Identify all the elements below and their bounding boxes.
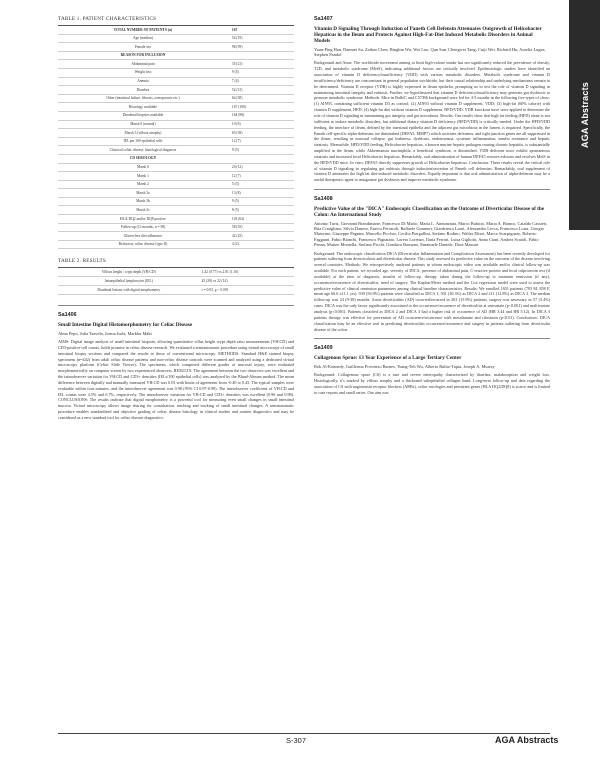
- row-label: Abdominal pain: [58, 60, 228, 69]
- row-label: Marsh 3c: [58, 206, 228, 215]
- row-label: REASON FOR INCLUSION: [58, 51, 228, 60]
- row-value: 9 (5): [228, 146, 294, 155]
- row-value: 7 (4): [228, 77, 294, 86]
- separator: [314, 189, 550, 190]
- table-row: [58, 60, 294, 69]
- patient-characteristics-table: [58, 25, 294, 249]
- table-row: [58, 111, 294, 120]
- sidebar-label: AGA Abstracts: [579, 82, 590, 148]
- table-row: [58, 286, 294, 295]
- section-sidebar-tab: [569, 0, 600, 230]
- row-label: Duodenal biopsies available: [58, 111, 228, 120]
- row-value: r = 0.93, p < 0.001: [200, 286, 294, 295]
- abstract-authors: Rok Al-Kennedy, Guillermo Provenzo Barnes, Tsung-Teh Wu, Alberto Rubio-Tapia, Joseph A. Murray: [314, 363, 495, 369]
- row-value: 52 (31): [228, 86, 294, 95]
- table-row: [58, 68, 294, 77]
- row-value: 12 (7): [228, 137, 294, 146]
- row-label: HLA-DQ2 and/or DQ8 positive: [58, 215, 228, 224]
- row-value: 103 (62): [228, 215, 294, 224]
- row-label: Gluten-free diet adherence: [58, 232, 228, 241]
- row-label: TOTAL NUMBER OF PATIENTS (n): [58, 26, 228, 35]
- row-value: 9 (5): [228, 197, 294, 206]
- abstract-title: Small Intestine Digital Histomorphometry for Celiac Disease: [58, 322, 193, 329]
- results-table: [58, 267, 294, 295]
- row-value: 1.42 (0.77) vs 2.81 (1.16): [200, 268, 294, 277]
- table-row: [58, 129, 294, 138]
- table-row: [58, 240, 294, 249]
- abstract-id: Sa1407: [314, 16, 333, 22]
- row-label: Marsh 3b: [58, 197, 228, 206]
- abstract-id: Sa1408: [314, 196, 333, 203]
- row-label: IEL per 100 epithelial cells: [58, 137, 228, 146]
- row-value: 9 (5): [228, 68, 294, 77]
- row-label: Intraepithelial lymphocytes (IEL): [58, 277, 200, 286]
- abstract-authors: Alma Pepo, Julia Taavela, Jorma Isola, Markku Mäki: [58, 330, 152, 336]
- table-row: [58, 137, 294, 146]
- table-row: [58, 232, 294, 241]
- row-value: 20 (12): [228, 163, 294, 172]
- row-label: Marsh 1: [58, 172, 228, 181]
- row-value: 4 (2): [228, 240, 294, 249]
- row-value: 98 (59): [228, 43, 294, 52]
- row-label: Marsh 2: [58, 180, 228, 189]
- table-row: [58, 277, 294, 286]
- footer-rule: [58, 733, 550, 734]
- table-row: [58, 43, 294, 52]
- table-row: [58, 103, 294, 112]
- table-row: [58, 163, 294, 172]
- table-row: [58, 215, 294, 224]
- table-row: [58, 94, 294, 103]
- table-row: [58, 26, 294, 35]
- row-label: Villous height / crypt depth (VH:CD): [58, 268, 200, 277]
- row-value: 8 (5): [228, 206, 294, 215]
- separator: [58, 305, 294, 306]
- table-row: [58, 223, 294, 232]
- row-value: 42 (25): [228, 232, 294, 241]
- separator: [314, 338, 550, 339]
- row-label: Female sex: [58, 43, 228, 52]
- table-row: [58, 180, 294, 189]
- row-label: Classical celiac disease, histological diagnosis: [58, 146, 228, 155]
- abstract-body: Background and Aims: The worldwide movement aiming to limit high-calorie intake has not significantly reduced the prevalence of obesity, T2D, and metabolic syndrome (MetS), indicating additional factors are critically involved. Epidemiologic studies have identified an association of vitamin D deficiency/insufficiency (VDD) with various metabolic disorders. Metabolic syndrome and vitamin D insufficiency/deficiency are concomitant in general population worldwide, but their causal relationship and underlying mechanisms remain to be determined. Vitamin D receptor (VDR) is highly expressed in ileum epithelia, prompting us to test the role of vitamin D signaling in maintaining intestinal integrity and eubiosis. Further, we hypothesized that vitamin D deficiency/insufficiency may generate gut dysbiosis to promote metabolic syndrome. Methods: Mice in Balb/C and C57/B6 background were fed for 4-5 months in the following five types of chow: (1) AIN93, containing sufficient vitamin D3 as control; (2) AIN93 without vitamin D supplement, VDD; (3) high-fat (60% calorie) with vitamin D supplement, HFD; (4) high-fat diet without vitamin D supplement, HFD/VDD. VDR knockout mice were applied to determine the role of vitamin D signaling in maintaining gut integrity and gut microbiota. Results: Our results show that high fat feeding (HFD) alone is not sufficient to induce metabolic disorders, but additional dietary vitamin D deficiency (HFD/VDD) is critically needed. Under the HFD/VDD feeding, the interface of ileum, defined by the intestinal epithelia and the adjacent gut microbiota in the lumen, is impaired. Specifically, the Paneth cell-specific alpha-defensins are diminished (DEFA5, MMP7) which activates defensins, and tight junction genes are all suppressed in the ileum, resulting in mucosal collapse, gut leakiness, dysbiosis, endotoxemia, systemic inflammation, insulin resistance and hepatic steatosis. Meanwhile, HFD/VDD feeding, Helicobacter hepaticus, a known murine hepatic pathogen causing chronic hepatitis, is substantially amplified in the ileum, while Akkermansia muciniphila, a beneficial symbiont, is diminished. VDR deficient mice exhibit spontaneous steatosis and increased fecal Helicobacter hepaticus. Remarkably, oral administration of human DEFA5 restores eubiosis and resolves MetS in the HFD/VDD mice. In vitro, DEFA5 directly suppresses growth of Helicobacter hepaticus. Conclusion: These results reveal the critical role of vitamin D signaling in regulating gut eubiosis through induction/secretion of Paneth cell defensins. Remarkably, oral supplement of vitamin D attenuates the high fat diet-induced metabolic disorders. Equally important is that oral administration of alpha-defensin may be a useful therapeutic agent to antagonize gut dysbiosis and improve metabolic syndrome.: [314, 60, 550, 183]
- row-value: 164 (98): [228, 111, 294, 120]
- row-label: Weight loss: [58, 68, 228, 77]
- row-value: 45 (29) vs 22 (14): [200, 277, 294, 286]
- row-value: 58 (35): [228, 223, 294, 232]
- table-row: [58, 206, 294, 215]
- row-label: Marsh 0: [58, 163, 228, 172]
- row-value: 10 (6): [228, 120, 294, 129]
- journal-name: AGA Abstracts: [495, 735, 559, 745]
- abstract-id: Sa1409: [314, 345, 333, 352]
- row-value: 54 (19): [228, 34, 294, 43]
- table-row: [58, 189, 294, 198]
- row-value: 64 (38): [228, 94, 294, 103]
- row-label: Duodenal lesions with digital morphometry: [58, 286, 200, 295]
- row-value: 65 (39): [228, 129, 294, 138]
- row-value: [228, 51, 294, 60]
- row-label: Marsh 3a: [58, 189, 228, 198]
- row-label: Follow-up (12 months, n = 58): [58, 223, 228, 232]
- row-value: 5 (3): [228, 180, 294, 189]
- row-value: 35 (21): [228, 60, 294, 69]
- row-label: Marsh 0 (normal): [58, 120, 228, 129]
- abstract-body: Background: Collagenous sprue (CS) is a rare and severe enteropathy characterized by diarrhea, malabsorption and weight loss. Histologically, it's marked by villous atrophy and a thickened subepithelial collagen band. Long-term follow-up and data regarding the association of CS with angiotensin receptor blockers (ARBs), celiac serologies and persistent genes (HLA DQ2/DQ8) is scarce and is limited to case reports and small series. Our aim was: [314, 372, 550, 395]
- table-row: [58, 268, 294, 277]
- table-row: [58, 197, 294, 206]
- table2-caption: TABLE 2. RESULTS: [58, 258, 106, 265]
- table-row: [58, 86, 294, 95]
- row-value: 12 (7): [228, 172, 294, 181]
- row-label: Marsh 3 (villous atrophy): [58, 129, 228, 138]
- page-number: S-307: [286, 736, 307, 745]
- table1-caption: TABLE 1. PATIENT CHARACTERISTICS: [58, 16, 157, 22]
- row-value: 167 (100): [228, 103, 294, 112]
- abstract-title: Vitamin D Signaling Through Induction of Paneth Cell Defensin Attenuates Outgrowth of Helicobacter Hepaticus in the Ileum and Protects Against High-Fat-Diet Induced Metabolic Disorders in Animal Models: [314, 26, 542, 45]
- row-value: 13 (8): [228, 189, 294, 198]
- row-label: Histology available: [58, 103, 228, 112]
- row-label: Diarrhea: [58, 86, 228, 95]
- row-label: Anemia: [58, 77, 228, 86]
- abstract-body: Background: The endoscopic classification DICA (Diverticular Inflammation and Complication Assessment) has been recently developed for patients suffering from diverticulosis and diverticular disease. This study assessed its predictive value on the outcome of the disease involving several countries. Methods: We retrospectively analysed patients in whom endoscopic video was available and/or clinical follow-up was available. For each patient, we recorded age, severity of DICA, presence of abdominal pain, C-reactive protein and fecal calprotectin test (if available) at the time of diagnosis, months of follow-up, therapy taken during the follow-up to maintain remission (if any), occurrence/recurrence of diverticulitis, need of surgery. The Kaplan-Meier method and the Cox regression model were used to assess the predictive value of clinical remission parameters among clinical baseline characteristics. Results: We enrolled 1651 patients (793 M, 858 F, mean age 66.6 ±11.1 yrs): 939 (56.9%) patients were classified as DICA 1, 501 (30.3%) as DICA 2 and 211 (12.8%) as DICA 3. The median follow-up was 24 (9-38) months. Acute diverticulitis (AD) occurred/recurred in 263 (15.9%) patients, surgery was necessary in 57 (3.4%) cases. DICA was the only factor significantly associated to the occurrence/recurrence of diverticulitis at univariate (p<0.001) and multivariate analysis (p<0.001). Patients classified as DICA 2 and DICA 3 had a higher risk of occurrence of AD (HR 3.44 and HR 5.12). In DICA 3 patients therapy was effective for prevention of AD occurrence/recurrence with mesalamine and rifaximin (p<0.01). Conclusions: DICA classification may be an effective tool in predicting diverticulitis occurrence/recurrence and surgery in patients suffering from diverticular disease of the colon.: [314, 250, 550, 332]
- row-label: Age (median): [58, 34, 228, 43]
- table-row: [58, 120, 294, 129]
- table-row: [58, 77, 294, 86]
- table-row: [58, 51, 294, 60]
- abstract-body: AIMS: Digital image analysis of small intestinal biopsies, allowing quantitative villus height crypt depth ratio measurements (VH:CD) and CD3-positive cell counts, holds promise in celiac disease research. We evaluated a semiautomatic procedure using virtual microscopy of small intestinal biopsy sections and compared the results to those of conventional microscopy. METHODS: Standard H&E stained biopsy specimens (n=442) from adult celiac disease patients and non-celiac disease controls were scanned and analyzed using a dedicated virtual microscopy platform (Celiac Slide Viewer). The specimens, which comprised different grades of mucosal injury, were evaluated morphometrically on computer screen by two experienced observers. RESULTS: The agreement between the two observers was excellent and the intraobserver variation for VH:CD and CD3+ densities (IELs/100 epithelial cells) was analyzed by the Bland-Altman method. The mean difference between digitally and manually measured VH:CD was 0.03 with limits of agreement from -0.40 to 0.45. The typical samples were evaluable within four minutes, and the interobserver agreement was 0.98 (95% CI 0.97-0.99). The interobserver coefficient of VH:CD and IEL counts were 4.5% and 6.7%, respectively. The intraobserver variation for VH:CD and CD3+ densities was excellent (0.96 and 0.98). CONCLUSIONS: The results indicate that digital morphometry is a powerful tool for measuring even small changes in small intestinal mucosa. Virtual microscopy allows image sharing for consultation, teaching and tracking of small intestinal changes. A semiautomatic procedure enables standardized and objective grading of celiac disease histology in clinical studies and routine diagnostics and may be considered as a new standard tool for celiac disease diagnostics.: [58, 339, 294, 421]
- abstract-id: Sa1406: [58, 312, 77, 319]
- row-value: [228, 154, 294, 163]
- row-label: Other (intestinal failure, fibrosis, osteoporosis etc.): [58, 94, 228, 103]
- row-label: CD SEROLOGY: [58, 154, 228, 163]
- row-label: Refractory celiac disease (type II): [58, 240, 228, 249]
- table-row: [58, 146, 294, 155]
- left-column: [58, 16, 294, 421]
- abstract-authors: Antonio Tursi, Giovanni Brandimarte, Francesco Di Mario, Maria L. Annunziata, Marco Bafutto, Maria A. Bianco, Cataldo Cassieri, Rita Conigliaro, Silvio Danese, Enrico Ferraroli, Raffaele Guarneri, Gianfranco Lauri, Alessandro Lecca, Francesco Loria, Giorgio Maiorino, Giuseppe Pagnini, Marcello Picchio, Cecilia Piergallini, Stefano Rodino, Walter Elisei, Marco Scarpignato, Roberto Faggiani, Fabio Bianchi, Francesco Pignataro, Loreto Lorenzo, Ilaria Ferrari, Luisa Gigliotti, Anna Ciani, Andrea Scaioli, Fabio Penna, Matteo Montella, Stefano Picchi, Gianluca Romano, Emanuele Daniele, Dora Massari: [314, 220, 548, 248]
- table-row: [58, 172, 294, 181]
- right-column: [314, 16, 550, 395]
- table-row: [58, 34, 294, 43]
- abstract-title: Collagenous Sprue: 13 Year Experience of a Large Tertiary Center: [314, 355, 462, 362]
- table-row: [58, 154, 294, 163]
- abstract-authors: Yuan-Ping Han, Danmei Su, Zaibao Chen, Bingbin Wu, Wei Luo, Qun Sun, Chengwei Tang, Cuiji Wei, Richard Hu, Aurelia Lugea, Stephen Pandol: [314, 46, 546, 58]
- row-value: 167: [228, 26, 294, 35]
- abstract-title: Predictive Value of the "DICA" Endoscopic Classification on the Outcome of Diverticular Disease of the Colon: An International Study: [314, 206, 545, 219]
